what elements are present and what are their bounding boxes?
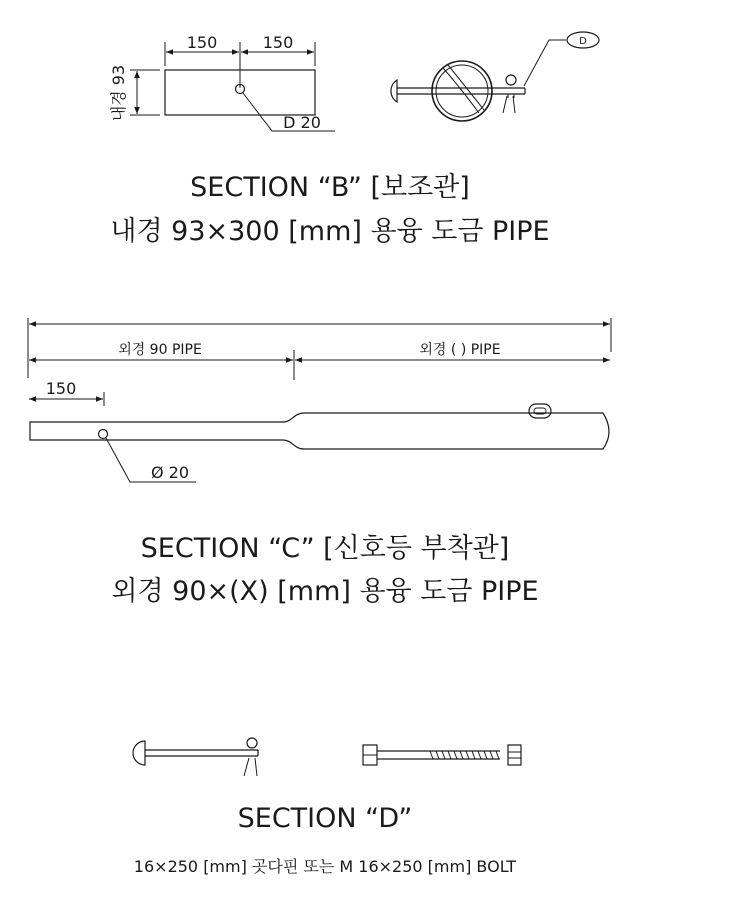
- section-c-drawing: [28, 318, 611, 482]
- section-b-dim-left-label: 150: [186, 33, 218, 52]
- section-d-title: SECTION “D”: [237, 803, 413, 834]
- section-b-hole-label: D 20: [283, 113, 321, 132]
- section-d-bolt: [363, 745, 521, 765]
- section-b-callout-leader: [524, 40, 566, 86]
- section-d-cotter-pin: [133, 738, 258, 776]
- section-c-pin-slot: [529, 404, 551, 418]
- section-b-pin-assembly: [391, 61, 525, 121]
- section-b-dim-right-label: 150: [262, 33, 294, 52]
- section-b-inner-dia-label: 내경 93: [109, 64, 128, 122]
- section-b-title: SECTION “B” [보조관]: [190, 172, 470, 203]
- section-c-hole: [99, 430, 108, 439]
- section-b-pin-ring: [506, 75, 516, 85]
- section-c-left-pipe-label: 외경 90 PIPE: [118, 342, 202, 358]
- section-b-callout-label: D: [579, 36, 587, 47]
- section-c-dim-150-label: 150: [45, 379, 77, 398]
- section-c-hole-label: Ø 20: [150, 463, 190, 482]
- section-b-subtitle: 내경 93×300 [mm] 용융 도금 PIPE: [110, 216, 550, 247]
- section-c-subtitle: 외경 90×(X) [mm] 용융 도금 PIPE: [111, 576, 539, 607]
- section-c-right-pipe-label: 외경 ( ) PIPE: [419, 342, 501, 358]
- section-b-drawing: [109, 32, 599, 132]
- section-c-pipe-body: [30, 413, 609, 449]
- section-d-note: 16×250 [mm] 곳다핀 또는 M 16×250 [mm] BOLT: [133, 857, 517, 876]
- section-c-title: SECTION “C” [신호등 부착관]: [140, 533, 510, 564]
